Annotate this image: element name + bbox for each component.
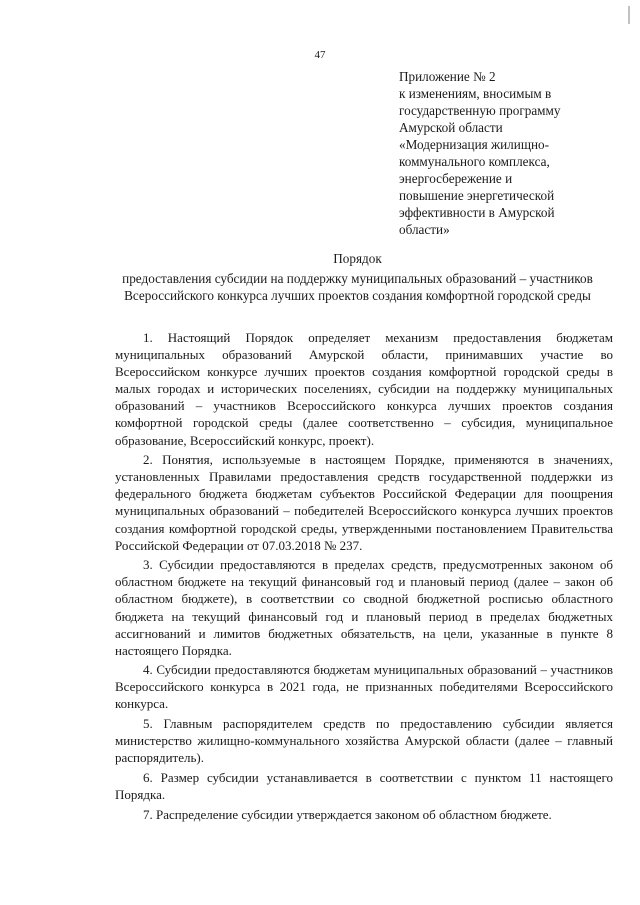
appendix-line: повышение энергетической xyxy=(399,188,555,203)
paragraph-5: 5. Главным распорядителем средств по предоставлению субсидии является министерство жилищно-коммунального хозяйства Амурской области (далее – главный распорядитель). xyxy=(115,716,613,766)
paragraph-1: 1. Настоящий Порядок определяет механизм предоставления бюджетам муниципальных образований Амурской области, принимавших участие во Всероссийском конкурсе лучших проектов создания комфортной городской среды в малых городах и исторических поселениях, субсидии на поддержку муниципальных образований – участников Всероссийского конкурса лучших проектов создания комфортной городской среды (далее соответственно – субсидия, муниципальное образование, Всероссийский конкурс, проект). xyxy=(115,330,613,448)
paragraph-4: 4. Субсидии предоставляются бюджетам муниципальных образований – участников Всероссийского конкурса в 2021 года, не признанных победителями Всероссийского конкурса. xyxy=(115,662,613,712)
title-heading: Порядок xyxy=(333,251,382,266)
appendix-line: эффективности в Амурской xyxy=(399,205,555,220)
appendix-line: энергосбережение и xyxy=(399,171,513,186)
appendix-line: государственную программу xyxy=(399,103,561,118)
document-title xyxy=(100,250,615,304)
appendix-line: Амурской области xyxy=(399,120,503,135)
appendix-line: к изменениям, вносимым в xyxy=(399,86,552,101)
paragraph-6: 6. Размер субсидии устанавливается в соответствии с пунктом 11 настоящего Порядка. xyxy=(115,769,613,802)
appendix-line: «Модернизация жилищно- xyxy=(399,137,550,152)
title-subtitle: предоставления субсидии на поддержку муниципальных образований – участников Всероссийского конкурса лучших проектов создания комфортной городской среды xyxy=(122,271,593,303)
scan-edge-mark xyxy=(628,6,636,24)
paragraph-7: 7. Распределение субсидии утверждается законом об областном бюджете. xyxy=(143,806,552,822)
paragraph-3: 3. Субсидии предоставляются в пределах средств, предусмотренных законом об областном бюджете на текущий финансовый год и плановый период (далее – закон об областном бюджете), в соответствии со сводной бюджетной росписью областного бюджета на текущий финансовый год и плановый период в пределах бюджетных ассигнований и лимитов бюджетных обязательств, на цели, указанные в пункте 8 настоящего Порядка. xyxy=(115,557,613,658)
appendix-block xyxy=(399,68,599,238)
page-number: 47 xyxy=(314,49,326,61)
appendix-line: коммунального комплекса, xyxy=(399,154,550,169)
appendix-line: Приложение № 2 xyxy=(399,69,496,84)
document-body xyxy=(115,329,613,825)
appendix-line: области» xyxy=(399,222,450,237)
paragraph-2: 2. Понятия, используемые в настоящем Порядке, применяются в значениях, установленных Правилами предоставления средств государственной поддержки из федерального бюджета бюджетам субъектов Российской Федерации для поощрения муниципальных образований – победителей Всероссийского конкурса лучших проектов создания комфортной городской среды, утвержденными постановлением Правительства Российской Федерации от 07.03.2018 № 237. xyxy=(115,452,613,553)
